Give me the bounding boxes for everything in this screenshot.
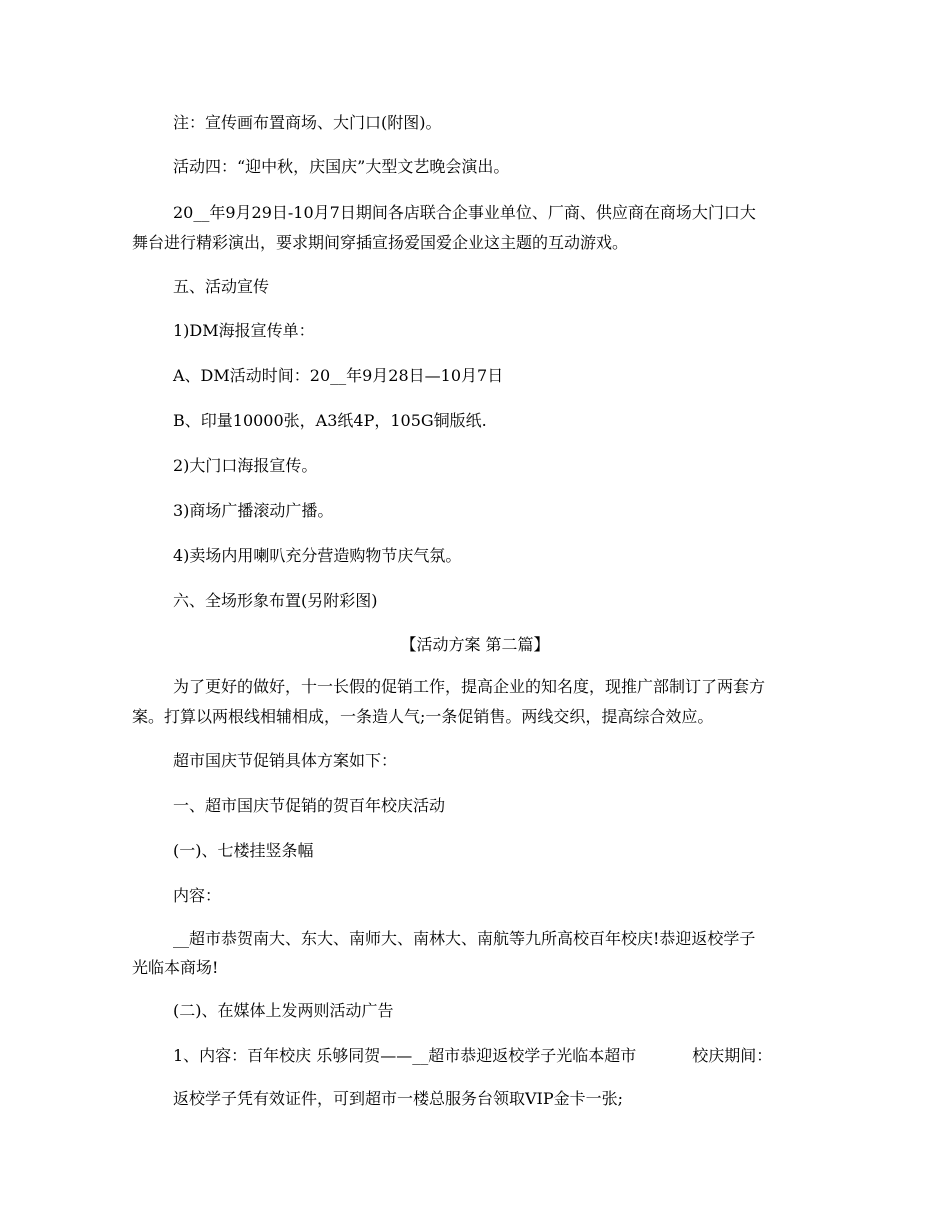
paragraph-ad-content	[173, 1045, 772, 1067]
ad-content-period: 校庆期间：	[692, 1046, 773, 1065]
paragraph-note: 注：宣传画布置商场、大门口(附图)。	[173, 113, 442, 132]
list-item-speakers: 4)卖场内用喇叭充分营造购物节庆气氛。	[173, 546, 462, 565]
heading-media-ads: (二)、在媒体上发两则活动广告	[173, 1001, 394, 1020]
list-item-dm-time: A、DM活动时间：20__年9月28日—10月7日	[173, 366, 504, 385]
list-item-print-run: B、印量10000张，A3纸4P，105G铜版纸.	[173, 411, 487, 430]
list-item-dm-poster: 1)DM海报宣传单：	[173, 321, 315, 340]
paragraph-banner-text-line2: 光临本商场!	[132, 958, 219, 977]
section-title: 【活动方案 第二篇】	[400, 635, 550, 654]
heading-banner: (一)、七楼挂竖条幅	[173, 841, 314, 860]
list-item-broadcast: 3)商场广播滚动广播。	[173, 501, 334, 520]
paragraph-plan-intro: 超市国庆节促销具体方案如下：	[173, 751, 398, 770]
paragraph-intro-line1: 为了更好的做好，十一长假的促销工作，提高企业的知名度，现推广部制订了两套方	[173, 677, 766, 696]
heading-part-one: 一、超市国庆节促销的贺百年校庆活动	[173, 796, 446, 815]
list-item-door-poster: 2)大门口海报宣传。	[173, 456, 318, 475]
heading-section-five: 五、活动宣传	[173, 277, 270, 296]
paragraph-performance-line2: 舞台进行精彩演出，要求期间穿插宣扬爱国爱企业这主题的互动游戏。	[132, 233, 629, 252]
paragraph-activity-four: 活动四：“迎中秋，庆国庆”大型文艺晚会演出。	[173, 157, 510, 176]
label-content: 内容：	[173, 886, 222, 905]
paragraph-banner-text-line1: __超市恭贺南大、东大、南师大、南林大、南航等九所高校百年校庆!恭迎返校学子	[173, 929, 756, 948]
heading-section-six: 六、全场形象布置(另附彩图)	[173, 591, 378, 610]
paragraph-performance-line1: 20__年9月29日-10月7日期间各店联合企事业单位、厂商、供应商在商场大门口大	[173, 203, 756, 222]
paragraph-intro-line2: 案。打算以两根线相辅相成，一条造人气;一条促销售。两线交织，提高综合效应。	[132, 707, 714, 726]
paragraph-vip-card: 返校学子凭有效证件，可到超市一楼总服务台领取VIP金卡一张;	[173, 1089, 624, 1108]
ad-content-main: 1、内容：百年校庆 乐够同贺——__超市恭迎返校学子光临本超市	[173, 1046, 637, 1065]
